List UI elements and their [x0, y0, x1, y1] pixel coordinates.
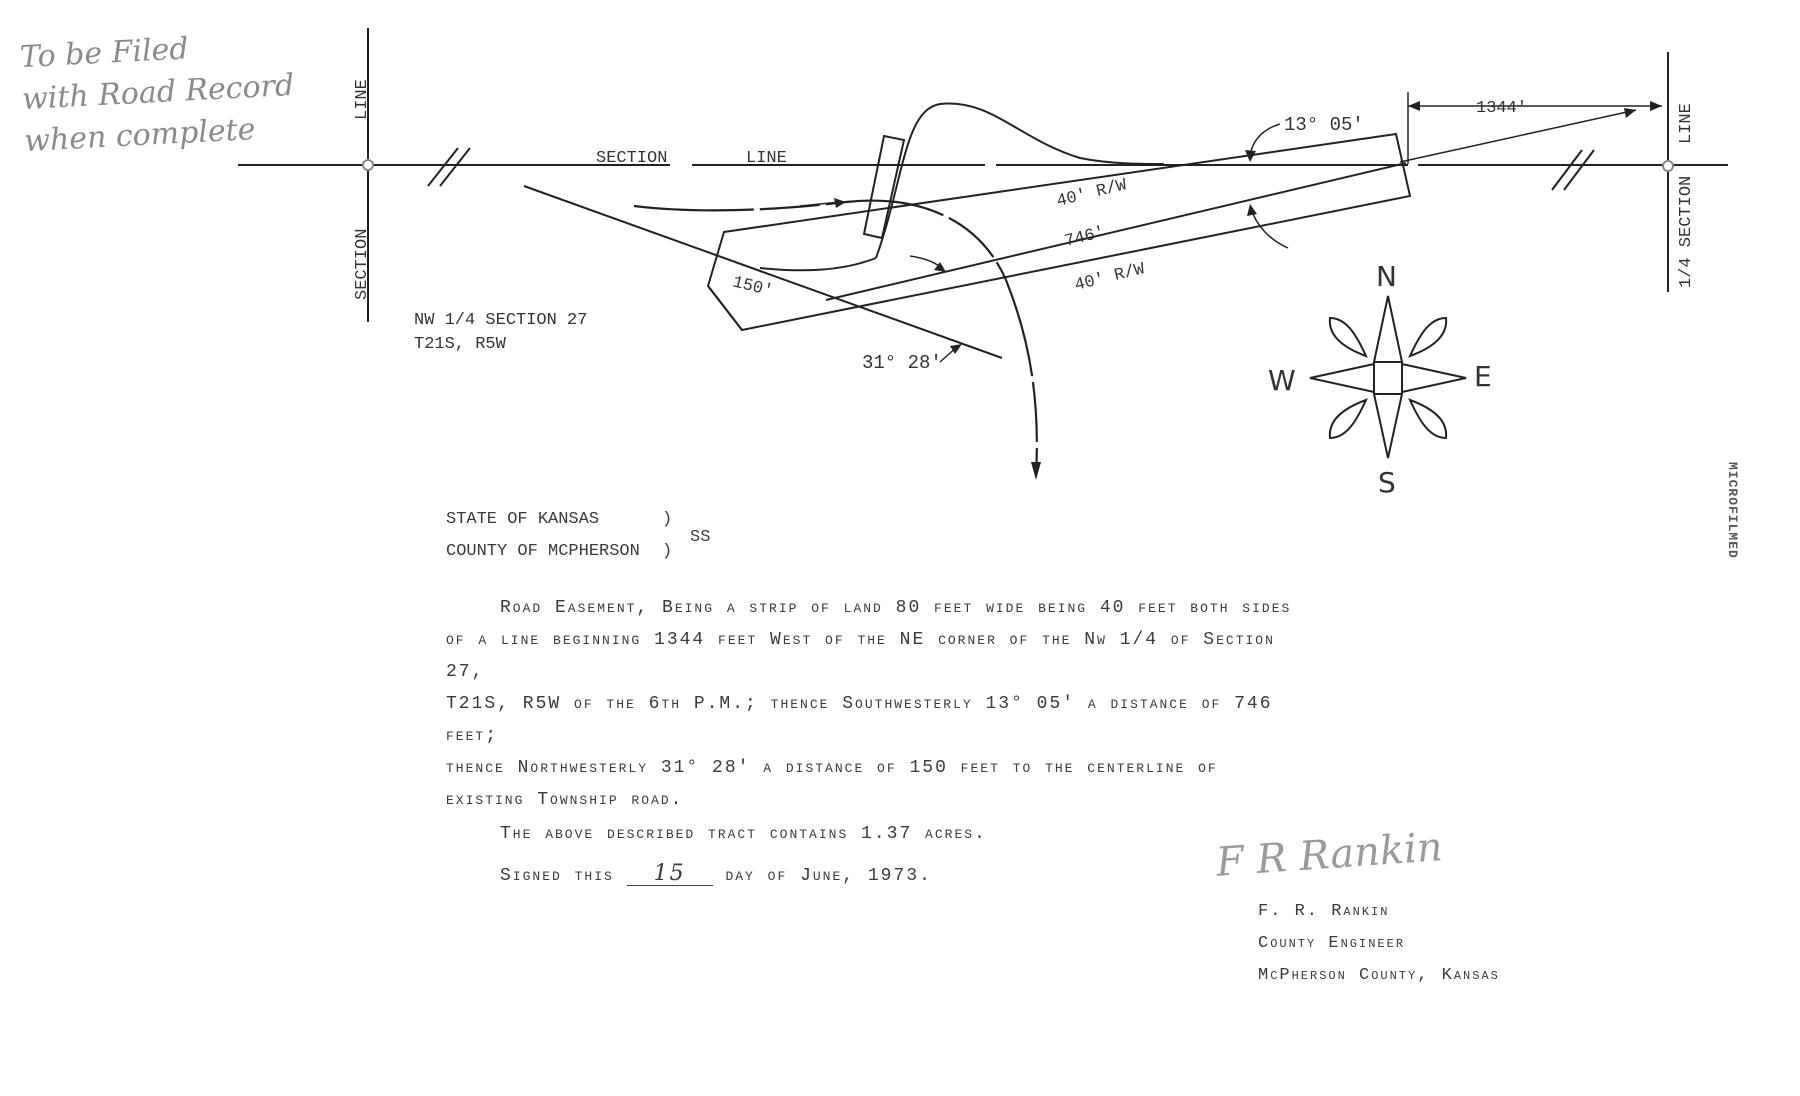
label-location-section: NW 1/4 SECTION 27 — [414, 311, 588, 330]
compass-ne-petal — [1410, 318, 1446, 356]
microfilm-stamp: MICROFILMED — [1725, 462, 1740, 559]
easement-line-text: Road Easement, Being a strip of land 80 feet wide being 40 feet both sides — [500, 598, 1292, 618]
handwritten-signature: F R Rankin — [1214, 824, 1445, 886]
handwritten-note-line: with Road Record — [21, 67, 295, 118]
existing-road-tail — [760, 258, 876, 270]
signatory-org: McPherson County, Kansas — [1258, 966, 1500, 985]
easement-line: thence Northwesterly 31° 28' a distance of 150 feet to the centerline of — [446, 758, 1218, 778]
compass-west-point — [1310, 364, 1374, 392]
label-angle-13: 13° 05' — [1284, 114, 1364, 136]
pointer-arrowhead-culvert — [834, 198, 846, 208]
acreage-line — [446, 818, 1326, 850]
culvert-box — [864, 136, 904, 238]
centerline-arrowhead — [1624, 108, 1636, 118]
label-section-line-2: LINE — [746, 149, 787, 168]
compass-rose — [1310, 296, 1466, 458]
angle-lower-arrowhead — [1247, 204, 1257, 216]
left-corner-marker — [363, 160, 373, 170]
road-south-arrowhead — [1031, 462, 1041, 480]
signatory-title: County Engineer — [1258, 934, 1406, 953]
label-dim-1344: 1344' — [1476, 99, 1528, 118]
compass-north-point — [1374, 296, 1402, 362]
acreage-text: The above described tract contains 1.37 acres. — [500, 824, 987, 844]
easement-line: of a line beginning 1344 feet West of the NE corner of the Nw 1/4 of Section 27, — [446, 630, 1275, 682]
label-angle-31: 31° 28' — [862, 352, 942, 374]
compass-south-point — [1374, 394, 1402, 458]
existing-road-curve — [634, 201, 1037, 476]
easement-survey-diagram — [0, 0, 1800, 500]
compass-nw-petal — [1330, 318, 1366, 356]
label-line-left: LINE — [353, 79, 372, 120]
label-rw-bottom: 40' R/W — [1072, 260, 1147, 296]
signed-day: 15 — [627, 863, 713, 886]
easement-line — [446, 592, 1326, 624]
signatory-name: F. R. Rankin — [1258, 902, 1390, 921]
label-dim-746: 746' — [1062, 223, 1108, 252]
compass-label-s: S — [1378, 466, 1396, 499]
easement-strip — [708, 134, 1410, 330]
label-quarter-section: 1/4 SECTION — [1677, 175, 1696, 288]
label-rw-top: 40' R/W — [1054, 176, 1129, 212]
compass-east-point — [1402, 364, 1466, 392]
handwritten-note-line: To be Filed — [19, 31, 190, 76]
label-location-township: T21S, R5W — [414, 335, 506, 354]
label-section-line-1: SECTION — [596, 149, 668, 168]
handwritten-note-line: when complete — [23, 111, 257, 160]
easement-line: existing Township road. — [446, 790, 684, 810]
dimension-arrowhead-left — [1408, 101, 1420, 111]
break-mark-right — [1552, 150, 1594, 190]
signatory-block — [1258, 896, 1500, 992]
signed-line — [446, 860, 1326, 892]
compass-label-n: N — [1376, 260, 1397, 293]
dimension-arrowhead-right — [1650, 101, 1662, 111]
signed-prefix: Signed this — [500, 866, 614, 886]
venue-paren-2: ) — [662, 542, 673, 561]
venue-county: COUNTY OF MCPHERSON — [446, 542, 640, 561]
venue-paren-1: ) — [662, 510, 673, 529]
label-line-right: LINE — [1677, 103, 1696, 144]
compass-label-e: E — [1474, 360, 1492, 393]
township-road-line — [524, 186, 1002, 358]
compass-sw-petal — [1330, 400, 1366, 438]
easement-line: T21S, R5W of the 6th P.M.; thence Southwesterly 13° 05' a distance of 746 feet; — [446, 694, 1273, 746]
venue-ss: SS — [690, 528, 711, 547]
easement-description — [446, 592, 1326, 892]
label-dim-150: 150' — [730, 273, 775, 302]
signed-suffix: day of June, 1973. — [725, 866, 932, 886]
right-corner-marker — [1663, 161, 1673, 171]
compass-se-petal — [1410, 400, 1446, 438]
venue-state: STATE OF KANSAS — [446, 510, 600, 529]
label-section-left: SECTION — [353, 228, 372, 300]
break-mark-left — [428, 148, 470, 186]
compass-label-w: W — [1268, 364, 1296, 397]
